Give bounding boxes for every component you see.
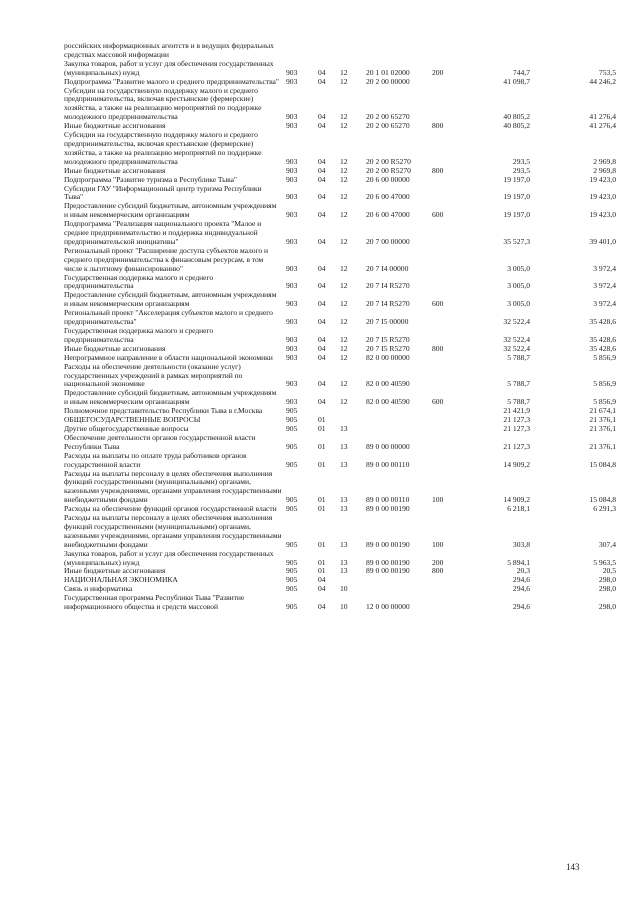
row-amount-year1: 294,6 <box>512 584 530 594</box>
row-name: НАЦИОНАЛЬНАЯ ЭКОНОМИКА <box>64 575 178 585</box>
row-section-code: 04 <box>318 584 326 594</box>
row-grbs-code: 905 <box>286 575 298 585</box>
row-amount-year2: 21 376,1 <box>589 415 616 425</box>
row-target-article <box>366 585 432 594</box>
row-target-article <box>366 576 432 585</box>
row-amount-year1: 5 788,7 <box>507 397 530 407</box>
row-subsection-code: 12 <box>340 281 348 291</box>
table-row <box>64 247 616 274</box>
row-amount-year1: 3 005,0 <box>507 263 530 273</box>
row-subsection-code: 12 <box>340 263 348 273</box>
row-target-article: 89 0 00 00110 <box>366 495 410 505</box>
row-expense-type <box>432 247 462 274</box>
row-amount-year1: 32 522,4 <box>503 317 530 327</box>
row-section-code: 04 <box>318 236 326 246</box>
row-target-article <box>366 407 432 416</box>
row-expense-type: 200 <box>432 67 444 77</box>
row-grbs-code: 903 <box>286 236 298 246</box>
table-row <box>64 550 616 568</box>
table-row <box>64 470 616 506</box>
row-name: Иные бюджетные ассигнования <box>64 343 166 353</box>
row-subsection-code: 13 <box>340 441 348 451</box>
row-amount-year2: 298,0 <box>598 584 616 594</box>
row-grbs-code: 905 <box>286 415 298 425</box>
row-section-code: 04 <box>318 112 326 122</box>
row-name: Подпрограмма "Реализация национального проекта "Малое и среднее предпринимательство и поддержка индивидуальной предпринимательской инициативы" <box>64 219 262 246</box>
row-section-code: 04 <box>318 281 326 291</box>
row-section-code: 04 <box>318 263 326 273</box>
budget-table <box>64 42 616 612</box>
row-amount-year2: 41 276,4 <box>589 112 616 122</box>
row-amount-year1: 5 788,7 <box>507 352 530 362</box>
row-target-article: 20 2 00 R5270 <box>366 156 411 166</box>
row-amount-year2: 21 674,1 <box>589 406 616 416</box>
table-row <box>64 309 616 327</box>
row-target-article: 20 6 00 47000 <box>366 210 410 220</box>
row-target-article: 20 2 00 R5270 <box>366 165 411 175</box>
row-amount-year2: 19 423,0 <box>589 174 616 184</box>
row-subsection-code: 13 <box>340 495 348 505</box>
row-name: Иные бюджетные ассигнования <box>64 566 166 576</box>
row-section-code: 04 <box>318 602 326 612</box>
row-amount-year2: 6 291,3 <box>593 504 616 514</box>
row-target-article: 89 0 00 00000 <box>366 441 410 451</box>
table-row <box>64 434 616 452</box>
row-subsection-code: 12 <box>340 67 348 77</box>
table-row <box>64 42 616 60</box>
row-amount-year2: 35 428,6 <box>589 343 616 353</box>
row-target-article <box>366 42 432 60</box>
row-grbs-code: 903 <box>286 67 298 77</box>
row-amount-year1: 5 788,7 <box>507 379 530 389</box>
row-grbs-code: 903 <box>286 263 298 273</box>
row-target-article: 20 1 01 02000 <box>366 67 410 77</box>
row-amount-year1: 35 527,3 <box>503 236 530 246</box>
row-grbs-code: 903 <box>286 192 298 202</box>
row-name: ОБЩЕГОСУДАРСТВЕННЫЕ ВОПРОСЫ <box>64 415 201 425</box>
row-expense-type <box>432 452 462 470</box>
row-subsection-code: 12 <box>340 112 348 122</box>
row-amount-year2: 19 423,0 <box>589 192 616 202</box>
row-amount-year2: 5 963,5 <box>593 557 616 567</box>
row-name: Региональный проект "Акселерация субъектов малого и среднего предпринимательства" <box>64 308 273 327</box>
row-section-code: 04 <box>318 334 326 344</box>
row-amount-year1: 5 894,1 <box>507 557 530 567</box>
row-expense-type: 800 <box>432 343 444 353</box>
row-subsection-code: 13 <box>340 539 348 549</box>
row-amount-year1: 32 522,4 <box>503 334 530 344</box>
row-grbs-code: 903 <box>286 379 298 389</box>
row-subsection-code: 13 <box>340 423 348 433</box>
row-grbs-code: 903 <box>286 112 298 122</box>
row-expense-type <box>432 434 462 452</box>
row-amount-year1: 32 522,4 <box>503 343 530 353</box>
row-target-article: 82 0 00 40590 <box>366 379 410 389</box>
row-grbs-code: 905 <box>286 441 298 451</box>
row-target-article: 20 2 00 65270 <box>366 112 410 122</box>
row-section-code <box>318 42 340 60</box>
row-section-code: 04 <box>318 352 326 362</box>
row-expense-type: 800 <box>432 566 444 576</box>
row-amount-year1: 294,6 <box>512 575 530 585</box>
row-section-code: 04 <box>318 575 326 585</box>
table-row <box>64 514 616 550</box>
row-amount-year2: 2 969,8 <box>593 156 616 166</box>
row-section-code: 01 <box>318 415 326 425</box>
row-section-code: 04 <box>318 67 326 77</box>
table-row <box>64 327 616 345</box>
row-name: Закупка товаров, работ и услуг для обеспечения государственных (муниципальных) нужд <box>64 548 274 567</box>
row-grbs-code <box>286 42 318 60</box>
row-grbs-code: 905 <box>286 584 298 594</box>
row-target-article: 20 7 I5 R5270 <box>366 334 410 344</box>
row-amount-year1: 14 909,2 <box>503 495 530 505</box>
row-section-code: 04 <box>318 397 326 407</box>
row-amount-year1: 293,5 <box>512 156 530 166</box>
table-row <box>64 452 616 470</box>
row-amount-year2: 753,5 <box>598 67 616 77</box>
row-expense-type <box>432 505 462 514</box>
row-amount-year2: 15 084,8 <box>589 495 616 505</box>
row-subsection-code: 12 <box>340 299 348 309</box>
row-target-article: 89 0 00 00190 <box>366 539 410 549</box>
row-amount-year2: 35 428,6 <box>589 334 616 344</box>
row-name: Обеспечение деятельности органов государственной власти Республики Тыва <box>64 432 256 451</box>
row-amount-year1: 744,7 <box>512 67 530 77</box>
row-name: Государственная поддержка малого и среднего предпринимательства <box>64 272 214 291</box>
row-amount-year1: 19 197,0 <box>503 174 530 184</box>
row-amount-year1 <box>462 42 540 60</box>
row-expense-type <box>432 327 462 345</box>
row-expense-type <box>432 42 462 60</box>
row-target-article: 20 7 I4 R5270 <box>366 299 410 309</box>
row-name: Связь и информатика <box>64 584 133 594</box>
row-name: Полномочное представительство Республики Тыва в г.Москва <box>64 406 263 416</box>
row-subsection-code: 10 <box>340 584 348 594</box>
row-section-code: 04 <box>318 165 326 175</box>
table-row <box>64 202 616 220</box>
row-amount-year1: 3 005,0 <box>507 281 530 291</box>
row-amount-year1: 293,5 <box>512 165 530 175</box>
row-amount-year1: 21 421,9 <box>503 406 530 416</box>
row-name: Подпрограмма "Развитие туризма в Республике Тыва" <box>64 174 237 184</box>
row-amount-year2: 44 246,2 <box>589 76 616 86</box>
row-subsection-code: 12 <box>340 236 348 246</box>
row-amount-year1: 41 098,7 <box>503 76 530 86</box>
row-section-code: 04 <box>318 299 326 309</box>
row-subsection-code: 13 <box>340 459 348 469</box>
row-amount-year2: 3 972,4 <box>593 263 616 273</box>
row-name: Расходы на выплаты персоналу в целях обеспечения выполнения функций государственными (муниципальными) органами, казенными учреждениями, органами управления государственными внебюджетными фондами <box>64 468 282 505</box>
row-name: российских информационных агентств и в ведущих федеральных средствах массовой информации <box>64 41 274 59</box>
row-target-article: 20 7 I5 00000 <box>366 317 409 327</box>
row-amount-year2: 3 972,4 <box>593 281 616 291</box>
row-expense-type <box>432 407 462 416</box>
row-amount-year2: 307,4 <box>598 539 616 549</box>
row-subsection-code: 12 <box>340 317 348 327</box>
row-grbs-code: 903 <box>286 174 298 184</box>
page-number: 143 <box>566 862 580 872</box>
row-amount-year2: 5 856,9 <box>593 352 616 362</box>
row-amount-year2: 21 376,1 <box>589 423 616 433</box>
row-subsection-code: 12 <box>340 343 348 353</box>
row-expense-type <box>432 594 462 612</box>
row-name: Предоставление субсидий бюджетным, автономным учреждениям и иным некоммерческим организациям <box>64 201 277 220</box>
row-amount-year1: 40 805,2 <box>503 121 530 131</box>
row-amount-year1: 40 805,2 <box>503 112 530 122</box>
row-subsection-code: 12 <box>340 121 348 131</box>
row-expense-type: 800 <box>432 165 444 175</box>
row-name: Предоставление субсидий бюджетным, автономным учреждениям и иным некоммерческим организациям <box>64 388 277 407</box>
row-target-article: 20 7 I4 R5270 <box>366 281 410 291</box>
row-grbs-code: 903 <box>286 397 298 407</box>
row-section-code: 04 <box>318 156 326 166</box>
row-name: Расходы на обеспечение деятельности (оказание услуг) государственных учреждений в рамках мероприятий по национальной экономике <box>64 361 243 389</box>
row-amount-year2: 20,5 <box>602 566 616 576</box>
row-name: Непрограммное направление в области национальной экономики <box>64 352 273 362</box>
row-grbs-code: 903 <box>286 299 298 309</box>
row-expense-type <box>432 78 462 87</box>
table-row <box>64 220 616 247</box>
row-expense-type: 600 <box>432 397 444 407</box>
row-amount-year2: 15 084,8 <box>589 459 616 469</box>
row-amount-year1: 294,6 <box>512 602 530 612</box>
row-target-article: 20 7 I4 00000 <box>366 263 409 273</box>
row-target-article: 20 6 00 47000 <box>366 192 410 202</box>
row-amount-year2: 19 423,0 <box>589 210 616 220</box>
row-amount-year1: 19 197,0 <box>503 192 530 202</box>
row-target-article <box>366 416 432 425</box>
row-amount-year1: 19 197,0 <box>503 210 530 220</box>
row-subsection-code <box>340 42 366 60</box>
budget-table-body <box>64 42 616 612</box>
row-section-code: 01 <box>318 557 326 567</box>
row-target-article: 89 0 00 00110 <box>366 459 410 469</box>
row-section-code: 04 <box>318 343 326 353</box>
row-section-code: 04 <box>318 379 326 389</box>
table-row <box>64 363 616 390</box>
row-expense-type: 100 <box>432 539 444 549</box>
row-subsection-code: 12 <box>340 352 348 362</box>
table-row <box>64 291 616 309</box>
row-target-article: 20 7 I5 R5270 <box>366 343 410 353</box>
row-amount-year2: 5 856,9 <box>593 379 616 389</box>
row-name: Расходы на обеспечение функций органов государственной власти <box>64 504 277 514</box>
row-target-article: 12 0 00 00000 <box>366 602 410 612</box>
table-row <box>64 185 616 203</box>
row-expense-type: 200 <box>432 557 444 567</box>
row-section-code: 01 <box>318 495 326 505</box>
row-amount-year1: 3 005,0 <box>507 299 530 309</box>
row-expense-type <box>432 185 462 203</box>
row-amount-year2: 21 376,1 <box>589 441 616 451</box>
row-amount-year2: 2 969,8 <box>593 165 616 175</box>
row-amount-year1: 20,3 <box>516 566 530 576</box>
row-expense-type <box>432 176 462 185</box>
row-amount-year1: 21 127,3 <box>503 423 530 433</box>
row-amount-year2: 5 856,9 <box>593 397 616 407</box>
row-grbs-code: 903 <box>286 210 298 220</box>
row-subsection-code <box>340 407 366 416</box>
row-grbs-code: 903 <box>286 343 298 353</box>
row-target-article: 20 6 00 00000 <box>366 174 410 184</box>
row-name: Региональный проект "Расширение доступа субъектов малого и среднего предпринимательства к финансовым ресурсам, в том числе к льготному финансированию" <box>64 245 268 273</box>
row-amount-year2 <box>540 42 616 60</box>
row-target-article: 82 0 00 40590 <box>366 397 410 407</box>
row-target-article: 20 2 00 65270 <box>366 121 410 131</box>
row-amount-year1: 6 218,1 <box>507 504 530 514</box>
row-expense-type <box>432 425 462 434</box>
row-subsection-code: 13 <box>340 566 348 576</box>
row-section-code: 04 <box>318 210 326 220</box>
row-expense-type <box>432 363 462 390</box>
row-expense-type: 600 <box>432 299 444 309</box>
row-grbs-code: 903 <box>286 317 298 327</box>
table-row <box>64 594 616 612</box>
row-name: Предоставление субсидий бюджетным, автономным учреждениям и иным некоммерческим организациям <box>64 290 277 309</box>
row-grbs-code: 905 <box>286 602 298 612</box>
row-expense-type <box>432 131 462 167</box>
row-grbs-code: 903 <box>286 165 298 175</box>
row-amount-year1: 14 909,2 <box>503 459 530 469</box>
row-section-code: 04 <box>318 192 326 202</box>
row-amount-year2: 41 276,4 <box>589 121 616 131</box>
row-name: Иные бюджетные ассигнования <box>64 165 166 175</box>
row-grbs-code: 903 <box>286 121 298 131</box>
row-expense-type: 600 <box>432 210 444 220</box>
row-section-code: 01 <box>318 459 326 469</box>
row-expense-type: 100 <box>432 495 444 505</box>
row-grbs-code: 903 <box>286 76 298 86</box>
row-section-code: 04 <box>318 121 326 131</box>
row-grbs-code: 903 <box>286 334 298 344</box>
row-name: Субсидии на государственную поддержку малого и среднего предпринимательства, включая крестьянские (фермерские) хозяйства, а также на реализацию мероприятий по поддержке молодежного предпринимательства <box>64 85 262 122</box>
row-grbs-code: 905 <box>286 495 298 505</box>
row-target-article: 89 0 00 00190 <box>366 566 410 576</box>
row-grbs-code: 903 <box>286 156 298 166</box>
row-expense-type <box>432 309 462 327</box>
row-name: Государственная поддержка малого и среднего предпринимательства <box>64 326 214 344</box>
row-subsection-code: 12 <box>340 334 348 344</box>
row-section-code: 04 <box>318 317 326 327</box>
row-section-code: 01 <box>318 504 326 514</box>
row-grbs-code: 903 <box>286 352 298 362</box>
row-expense-type <box>432 354 462 363</box>
row-target-article: 82 0 00 00000 <box>366 352 410 362</box>
row-expense-type: 800 <box>432 121 444 131</box>
row-subsection-code: 13 <box>340 557 348 567</box>
row-expense-type <box>432 220 462 247</box>
row-grbs-code: 905 <box>286 557 298 567</box>
row-target-article: 20 7 00 00000 <box>366 236 410 246</box>
row-amount-year2: 298,0 <box>598 602 616 612</box>
row-subsection-code: 12 <box>340 397 348 407</box>
row-name: Расходы на выплаты персоналу в целях обеспечения выполнения функций государственными (муниципальными) органами, казенными учреждениями, органами управления государственными внебюджетными фондами <box>64 513 282 549</box>
row-name: Закупка товаров, работ и услуг для обеспечения государственных (муниципальных) нужд <box>64 58 274 77</box>
row-name: Другие общегосударственные вопросы <box>64 423 189 433</box>
row-subsection-code: 12 <box>340 76 348 86</box>
row-expense-type <box>432 585 462 594</box>
row-grbs-code: 905 <box>286 566 298 576</box>
row-section-code: 01 <box>318 441 326 451</box>
row-name: Государственная программа Республики Тыва "Развитие информационного общества и средств массовой <box>64 593 245 612</box>
row-amount-year1: 303,8 <box>512 539 530 549</box>
row-subsection-code: 12 <box>340 156 348 166</box>
row-expense-type <box>432 576 462 585</box>
row-target-article: 89 0 00 00190 <box>366 557 410 567</box>
row-target-article: 89 0 00 00190 <box>366 504 410 514</box>
row-name: Расходы на выплаты по оплате труда работников органов государственной власти <box>64 450 247 469</box>
row-section-code: 01 <box>318 566 326 576</box>
row-subsection-code: 12 <box>340 379 348 389</box>
row-section-code: 04 <box>318 76 326 86</box>
table-row <box>64 60 616 78</box>
row-amount-year1: 21 127,3 <box>503 415 530 425</box>
row-subsection-code: 13 <box>340 504 348 514</box>
row-amount-year1: 21 127,3 <box>503 441 530 451</box>
row-section-code: 01 <box>318 423 326 433</box>
row-grbs-code: 905 <box>286 406 298 416</box>
table-row <box>64 274 616 292</box>
row-grbs-code: 905 <box>286 459 298 469</box>
row-name: Субсидии ГАУ "Информационный центр туризма Республики Тыва" <box>64 183 262 202</box>
row-grbs-code: 905 <box>286 539 298 549</box>
row-expense-type <box>432 87 462 123</box>
row-section-code: 04 <box>318 174 326 184</box>
row-target-article: 20 2 00 00000 <box>366 76 410 86</box>
row-grbs-code: 905 <box>286 504 298 514</box>
row-amount-year2: 39 401,0 <box>589 236 616 246</box>
row-subsection-code: 12 <box>340 165 348 175</box>
row-grbs-code: 903 <box>286 281 298 291</box>
table-row <box>64 87 616 123</box>
table-row <box>64 389 616 407</box>
row-subsection-code: 10 <box>340 602 348 612</box>
row-expense-type <box>432 274 462 292</box>
row-target-article <box>366 425 432 434</box>
row-section-code: 01 <box>318 539 326 549</box>
row-amount-year2: 3 972,4 <box>593 299 616 309</box>
row-subsection-code: 12 <box>340 174 348 184</box>
row-grbs-code: 905 <box>286 423 298 433</box>
row-subsection-code: 12 <box>340 192 348 202</box>
table-row <box>64 131 616 167</box>
row-name: Иные бюджетные ассигнования <box>64 121 166 131</box>
row-expense-type <box>432 416 462 425</box>
row-amount-year2: 35 428,6 <box>589 317 616 327</box>
row-name: Подпрограмма "Развитие малого и среднего предпринимательства" <box>64 76 279 86</box>
row-amount-year2: 298,0 <box>598 575 616 585</box>
row-subsection-code: 12 <box>340 210 348 220</box>
row-name: Субсидии на государственную поддержку малого и среднего предпринимательства, включая крестьянские (фермерские) хозяйства, а также на реализацию мероприятий по поддержке молодежного предпринимательства <box>64 130 262 166</box>
